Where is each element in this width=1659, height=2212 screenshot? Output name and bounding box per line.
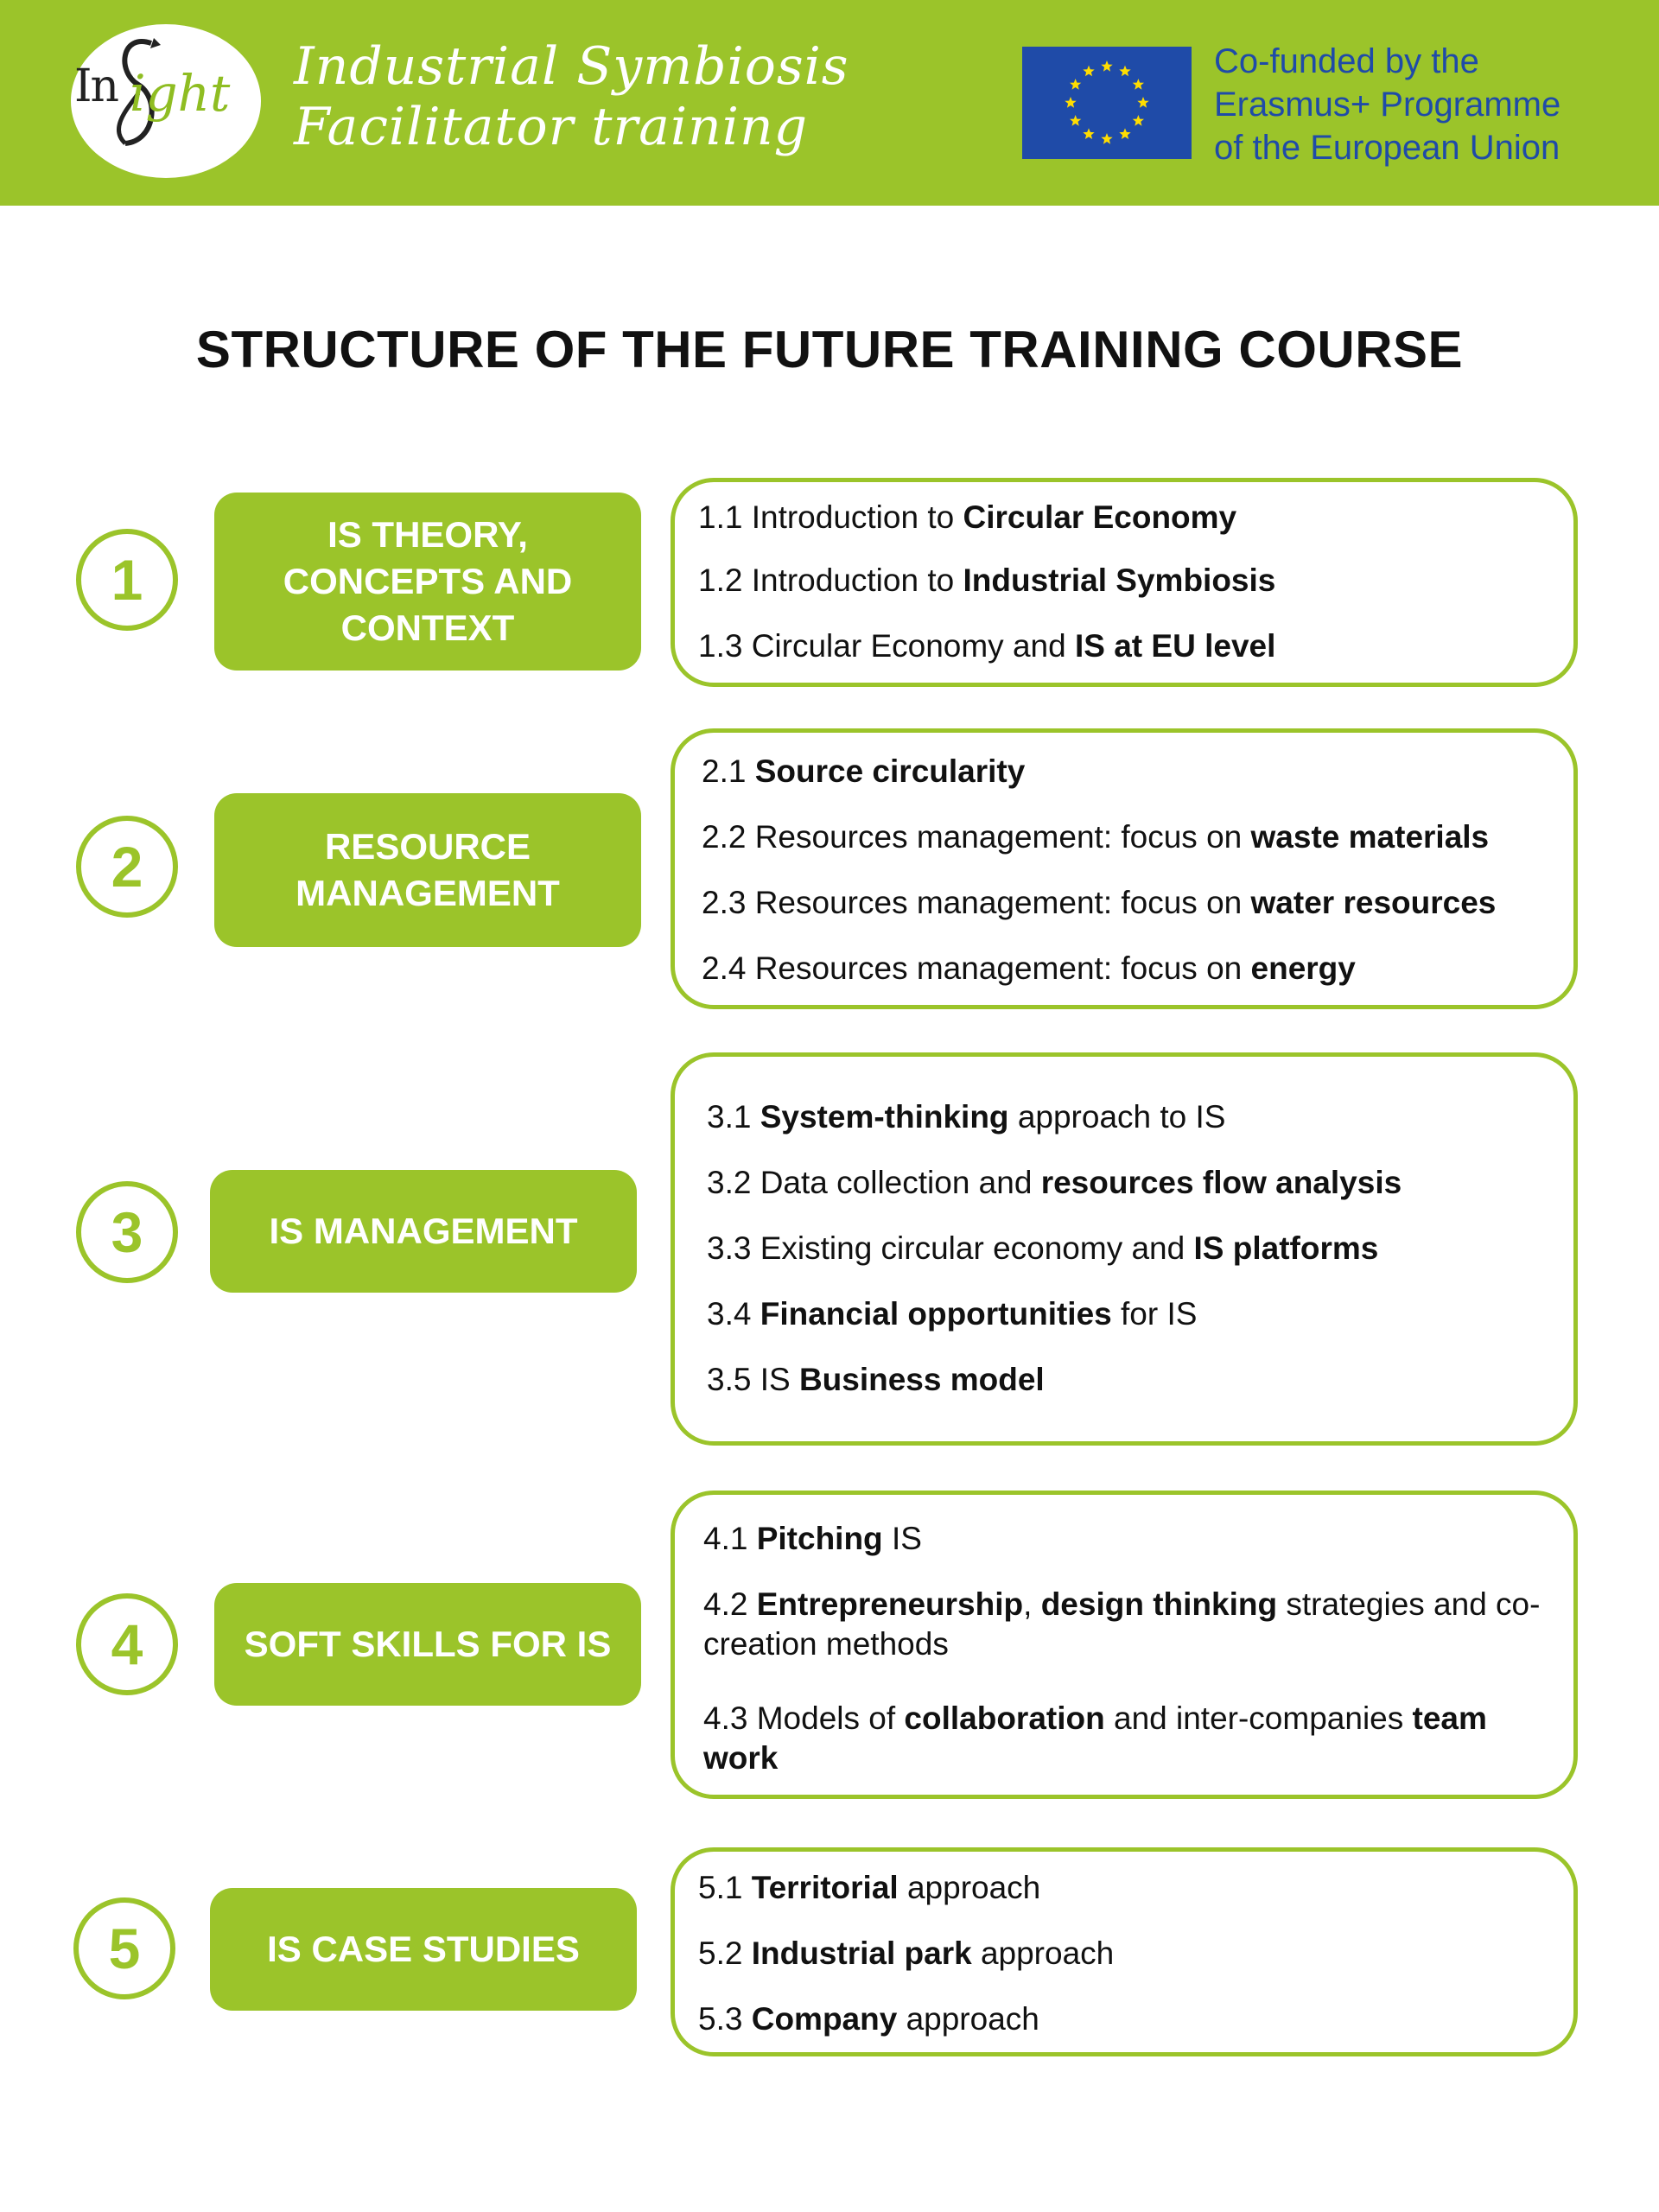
- topic-item: [702, 949, 1543, 988]
- topic-item: [703, 1699, 1543, 1778]
- module-number-badge: 2: [76, 816, 178, 918]
- topic-item: [702, 817, 1543, 857]
- topic-item-emphasis: Industrial park: [751, 1936, 972, 1971]
- eu-line1: Co-funded by the: [1214, 42, 1479, 80]
- topic-item-text: 4.3 Models of: [703, 1700, 905, 1736]
- page-title: STRUCTURE OF THE FUTURE TRAINING COURSE: [195, 321, 1464, 378]
- module-number-badge: 1: [76, 529, 178, 631]
- topic-item: [702, 752, 1543, 791]
- module-number-badge: 4: [76, 1593, 178, 1695]
- topic-item-emphasis: design thinking: [1040, 1586, 1278, 1622]
- topic-item: [698, 498, 1543, 537]
- topic-item-emphasis: team work: [703, 1700, 1487, 1776]
- topic-item-emphasis: Pitching: [756, 1521, 883, 1556]
- topic-item-emphasis: Source circularity: [754, 753, 1026, 789]
- topic-item-emphasis: waste materials: [1250, 819, 1490, 855]
- eu-funding-text: [1214, 40, 1560, 169]
- topic-item-text: 2.1: [702, 753, 755, 789]
- topic-item-emphasis: water resources: [1250, 885, 1497, 920]
- topic-item: [707, 1294, 1543, 1334]
- topic-item: [698, 1999, 1543, 2039]
- topic-item-emphasis: Industrial Symbiosis: [963, 563, 1276, 598]
- topic-item-emphasis: collaboration: [904, 1700, 1105, 1736]
- topic-item-text: 2.2 Resources management: focus on: [702, 819, 1251, 855]
- topic-item-text: 5.3: [698, 2001, 752, 2037]
- module-title: IS THEORY, CONCEPTS AND CONTEXT: [214, 493, 641, 671]
- topic-item: [707, 1360, 1543, 1400]
- topic-item: [702, 883, 1543, 923]
- eu-line2: Erasmus+ Programme: [1214, 86, 1561, 124]
- topic-item-text: 4.2: [703, 1586, 757, 1622]
- topic-item-text: 3.4: [707, 1296, 760, 1332]
- topic-item-text: 1.1 Introduction to: [698, 499, 963, 535]
- topic-item-text: IS: [882, 1521, 922, 1556]
- module-number-badge: 3: [76, 1181, 178, 1283]
- topic-item-text: approach: [897, 2001, 1039, 2037]
- topic-item-emphasis: Business model: [798, 1362, 1045, 1397]
- topic-item-text: approach: [971, 1936, 1115, 1971]
- topic-item-text: 3.5 IS: [707, 1362, 799, 1397]
- module-title: RESOURCE MANAGEMENT: [214, 793, 641, 947]
- topic-item: [707, 1097, 1543, 1137]
- logo-text-in: In: [74, 60, 118, 112]
- topic-item-text: 1.2 Introduction to: [698, 563, 963, 598]
- eu-flag-icon: [1022, 47, 1192, 159]
- topic-item-text: ,: [1023, 1586, 1041, 1622]
- topic-item: [698, 1868, 1543, 1908]
- topic-item-emphasis: resources flow analysis: [1040, 1165, 1402, 1200]
- topic-item-text: strategies and co-creation methods: [703, 1586, 1541, 1662]
- header-title: [294, 36, 849, 157]
- topic-item-text: approach: [898, 1870, 1041, 1905]
- topic-item: [703, 1585, 1543, 1664]
- topic-item: [698, 561, 1543, 601]
- topic-item-text: 2.3 Resources management: focus on: [702, 885, 1251, 920]
- module-title: IS MANAGEMENT: [210, 1170, 637, 1293]
- topic-item: [698, 1934, 1543, 1974]
- topic-item-emphasis: Territorial: [751, 1870, 899, 1905]
- topic-item-emphasis: energy: [1250, 950, 1356, 986]
- topic-item-text: 3.1: [707, 1099, 760, 1135]
- module-number-badge: 5: [73, 1897, 175, 1999]
- topic-item-text: 5.2: [698, 1936, 752, 1971]
- topic-item-text: 3.2 Data collection and: [707, 1165, 1041, 1200]
- topic-item: [707, 1229, 1543, 1268]
- header-title-line1: Industrial Symbiosis: [294, 36, 849, 97]
- topic-item: [703, 1519, 1543, 1559]
- topic-item-text: 4.1: [703, 1521, 757, 1556]
- topic-item-emphasis: IS platforms: [1193, 1230, 1379, 1266]
- topic-item-text: for IS: [1111, 1296, 1198, 1332]
- topic-item-text: approach to IS: [1008, 1099, 1226, 1135]
- topic-item-text: 5.1: [698, 1870, 752, 1905]
- topic-item-text: 1.3 Circular Economy and: [698, 628, 1075, 664]
- module-title: SOFT SKILLS FOR IS: [214, 1583, 641, 1706]
- header-title-line2: Facilitator training: [294, 97, 809, 157]
- topic-item-emphasis: Entrepreneurship: [756, 1586, 1024, 1622]
- topic-item-text: 3.3 Existing circular economy and: [707, 1230, 1194, 1266]
- topic-item-text: 2.4 Resources management: focus on: [702, 950, 1251, 986]
- topic-item-emphasis: Circular Economy: [963, 499, 1237, 535]
- logo-text-sight: ight: [130, 64, 231, 123]
- topic-item-text: and inter-companies: [1104, 1700, 1413, 1736]
- topic-item-emphasis: IS at EU level: [1074, 628, 1276, 664]
- topic-item-emphasis: Financial opportunities: [760, 1296, 1112, 1332]
- topic-item: [698, 626, 1543, 666]
- eu-line3: of the European Union: [1214, 129, 1560, 167]
- topic-item-emphasis: Company: [751, 2001, 898, 2037]
- topic-item: [707, 1163, 1543, 1203]
- topic-item-emphasis: System-thinking: [760, 1099, 1009, 1135]
- module-title: IS CASE STUDIES: [210, 1888, 637, 2011]
